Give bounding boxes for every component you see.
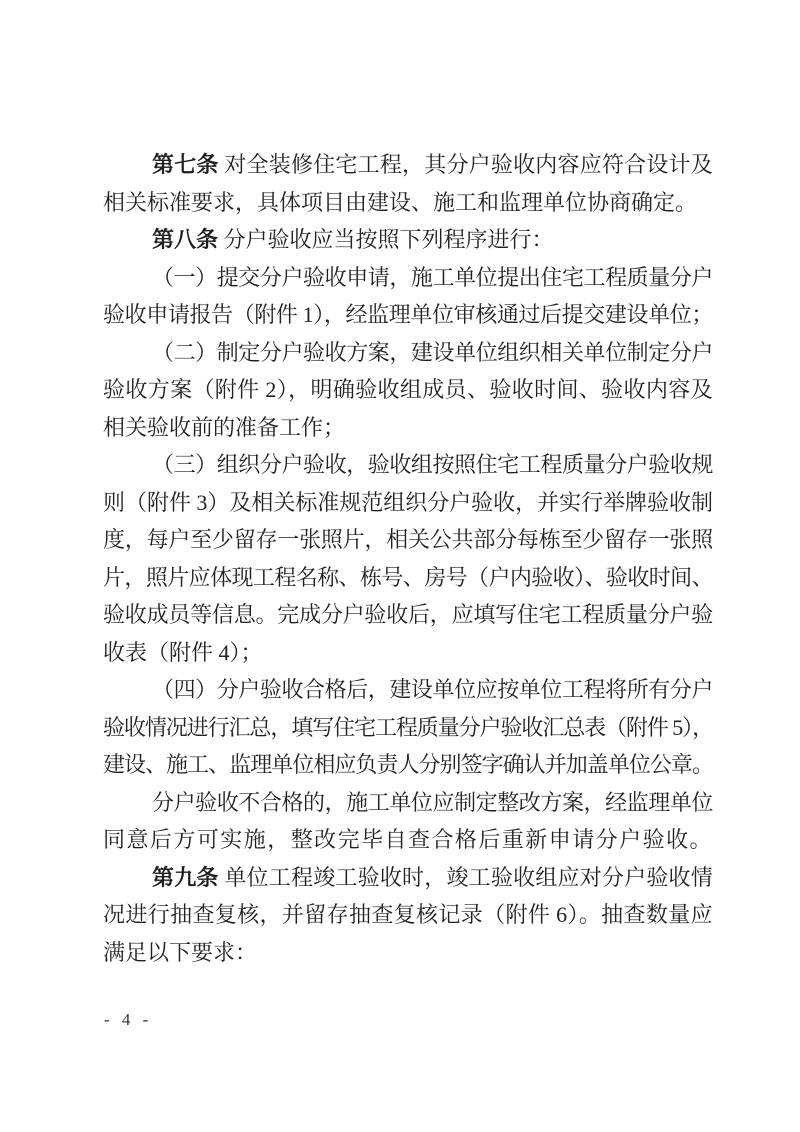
article-number: 第七条 [152,152,219,177]
line-text: 相关标准要求，具体项目由建设、施工和监理单位协商确定。 [103,189,698,215]
line-text: 满足以下要求： [103,939,258,965]
line-text: 验收申请报告（附件 1），经监理单位审核通过后提交建设单位； [103,302,713,327]
line-text: 则（附件 3）及相关标准规范组织分户验收，并实行举牌验收制 [103,489,713,515]
line-text: 片，照片应体现工程名称、栋号、房号（户内验收）、验收时间、 [103,564,713,590]
text-line [103,559,713,597]
line-text: 同意后方可实施，整改完毕自查合格后重新申请分户验收。 [103,827,713,852]
text-line [103,484,713,522]
text-line [103,934,713,972]
line-text: 验收方案（附件 2），明确验收组成员、验收时间、验收内容及 [103,377,713,402]
text-line [103,259,713,297]
article-number: 第九条 [152,864,219,890]
text-line [103,446,713,484]
line-text: 分户验收应当按照下列程序进行： [218,227,554,252]
line-text: 收表（附件 4）； [103,639,263,665]
text-line [103,221,713,259]
line-text: （一）提交分户验收申请，施工单位提出住宅工程质量分户 [152,264,713,290]
text-line [103,521,713,559]
text-line [103,709,713,747]
document-body [103,146,713,971]
line-text: （四）分户验收合格后，建设单位应按单位工程将所有分户 [152,677,713,702]
line-text: （二）制定分户验收方案，建设单位组织相关单位制定分户 [152,339,713,365]
line-text: （三）组织分户验收，验收组按照住宅工程质量分户验收规 [152,452,713,477]
text-line [103,596,713,634]
line-text: 验收情况进行汇总，填写住宅工程质量分户验收汇总表（附件 5）， [103,714,713,740]
text-line [103,334,713,372]
page-number: - 4 - [104,1010,153,1029]
text-line [103,784,713,822]
line-text: 度，每户至少留存一张照片，相关公共部分每栋至少留存一张照 [103,527,713,552]
text-line [103,896,713,934]
line-text: 况进行抽查复核，并留存抽查复核记录（附件 6）。抽查数量应 [103,902,713,927]
text-line [103,746,713,784]
line-text: 相关验收前的准备工作； [103,414,346,440]
text-line [103,634,713,672]
line-text: 单位工程竣工验收时，竣工验收组应对分户验收情 [218,864,713,890]
text-line [103,371,713,409]
line-text: 对全装修住宅工程，其分户验收内容应符合设计及 [218,152,713,177]
text-line [103,184,713,222]
article-number: 第八条 [152,227,219,252]
text-line [103,296,713,334]
text-line [103,409,713,447]
text-line [103,859,713,897]
line-text: 分户验收不合格的，施工单位应制定整改方案，经监理单位 [152,789,713,815]
text-line [103,146,713,184]
text-line [103,821,713,859]
line-text: 验收成员等信息。完成分户验收后，应填写住宅工程质量分户验 [103,602,713,627]
line-text: 建设、施工、监理单位相应负责人分别签字确认并加盖单位公章。 [103,752,713,777]
text-line [103,671,713,709]
